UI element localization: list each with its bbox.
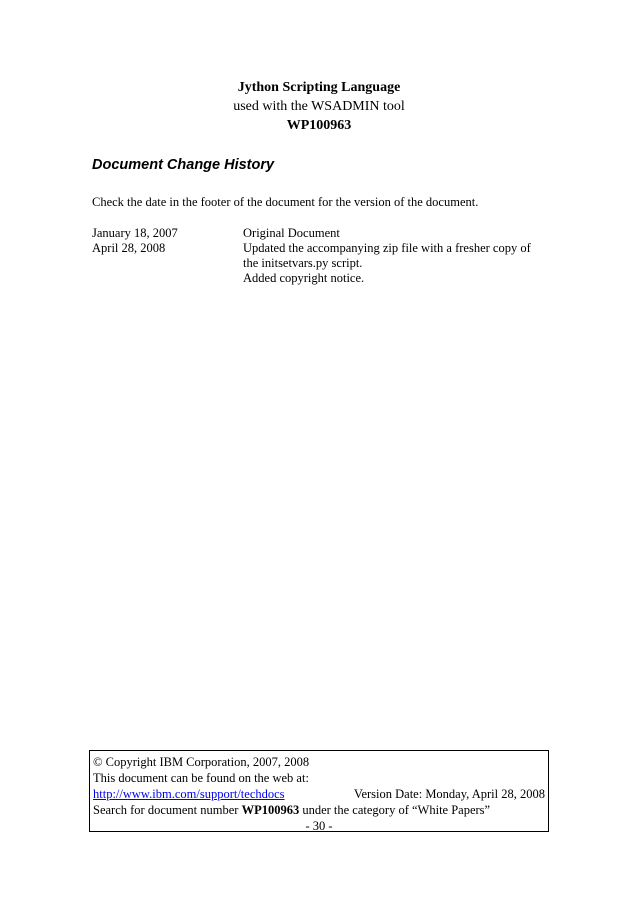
- history-description-line: Updated the accompanying zip file with a fresher copy of: [243, 241, 531, 255]
- history-row: [92, 226, 562, 241]
- history-row: [92, 241, 562, 286]
- footer-search-notice: [93, 802, 545, 818]
- history-description-line: the initsetvars.py script.: [243, 256, 363, 270]
- footer-copyright: © Copyright IBM Corporation, 2007, 2008: [93, 755, 310, 769]
- history-date: April 28, 2008: [92, 241, 166, 255]
- section-heading: Document Change History: [92, 157, 275, 173]
- document-subtitle: used with the WSADMIN tool: [233, 99, 405, 114]
- footer-version-date: Version Date: Monday, April 28, 2008: [353, 787, 545, 801]
- history-description: [243, 241, 562, 286]
- history-date: January 18, 2007: [92, 226, 178, 240]
- footer-search-suffix: under the category of “White Papers”: [299, 803, 491, 817]
- document-number: WP100963: [286, 118, 352, 133]
- history-description: [243, 226, 562, 241]
- footer-box: [89, 750, 549, 832]
- footer-web-notice: This document can be found on the web at:: [93, 771, 309, 785]
- document-header: [0, 78, 638, 135]
- techdocs-link[interactable]: http://www.ibm.com/support/techdocs: [93, 787, 285, 801]
- footer-search-prefix: Search for document number: [93, 803, 242, 817]
- document-title: Jython Scripting Language: [237, 80, 401, 95]
- footer-link-row: [93, 786, 545, 802]
- history-description-line: Original Document: [243, 226, 340, 240]
- change-history-table: [92, 226, 562, 286]
- page-number: - 30 -: [305, 819, 333, 833]
- history-description-line: Added copyright notice.: [243, 271, 365, 285]
- intro-paragraph: Check the date in the footer of the document for the version of the document.: [92, 195, 479, 209]
- footer-search-doc-number: WP100963: [241, 803, 300, 817]
